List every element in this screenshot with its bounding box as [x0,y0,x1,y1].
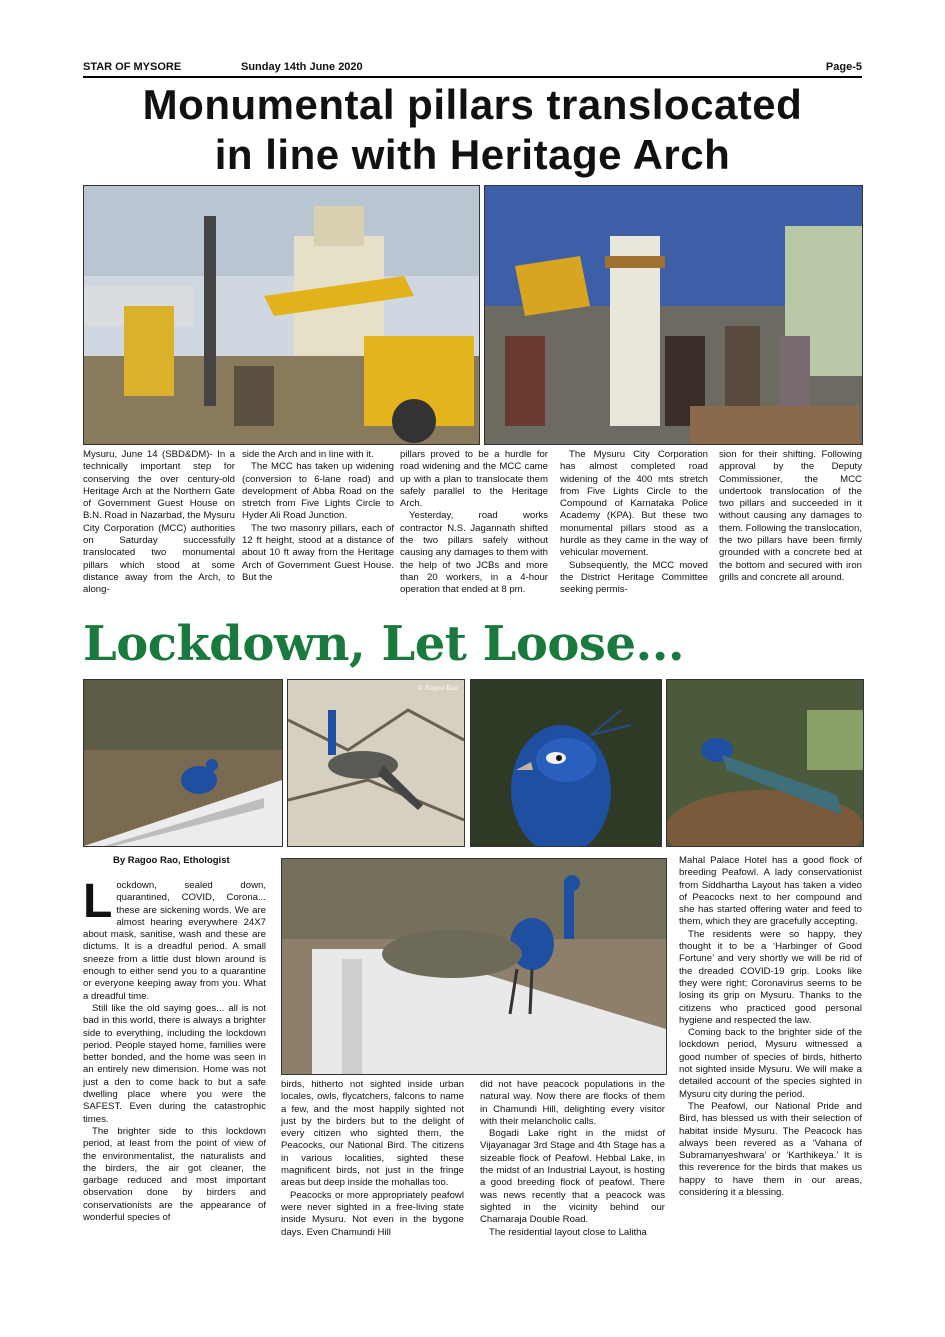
article2-col3: did not have peacock populations in the natural way. Now there are flocks of them in Chamundi Hill, delighting every visitor with their melancholic calls. Bogadi Lake right in the midst of Vijayanagar 3rd Stage and 4th Stage has a sizeable flock of Peafowl. Hebbal Lake, in the midst of an Industrial Layout, is hosting a good breeding flock of peafowl. There was news recently that a peacock was sighted in the vicinity behind our Chamaraja Double Road. The residential layout close to Lalitha [480,1079,665,1238]
article1-col3: pillars proved to be a hurdle for road widening and the MCC came up with a plan to translocate them safely parallel to the Heritage Arch. Yesterday, road works contractor N.S. Jagannath shifted the two pillars safely without causing any damages to them with the help of two JCBs and more than 20 workers, in a 4-hour operation that ended at 8 pm. [400,449,548,596]
peacock-photo-1 [83,679,283,847]
peacock-main-photo [281,858,667,1075]
article1-headline: Monumental pillars translocated in line with Heritage Arch [142,81,803,178]
newspaper-name: STAR OF MYSORE [83,61,182,73]
article1-col5: sion for their shifting. Following approval by the Deputy Commissioner, the MCC undertook translocation of the two pillars and succeeded in it without causing any damages to them. Following the translocation, the two pillars have been firmly grounded with a concrete bed at the bottom and secured with iron grills and concrete all around. [719,449,862,583]
byline: By Ragoo Rao, Ethologist [113,855,230,866]
article2-headline: Lockdown, Let Loose... [83,616,685,672]
article1-col1: Mysuru, June 14 (SBD&DM)- In a technically important step for conserving the over century-old Heritage Arch at the Northern Gate of Government Guest House on B.N. Road in Nazarbad, the Mysuru City Corporation (MCC) authorities on Saturday successfully translocated two monumental pillars which stood at some distance away from the Arch, to along- [83,449,235,596]
peacock-photo-3 [470,679,662,847]
pillar-workers-photo [484,185,863,445]
drop-cap: L [83,875,113,928]
article2-col2: birds, hitherto not sighted inside urban locales, owls, flycatchers, falcons to name a few, and the most happily sighted not just by the birders but to the delight of every citizen who sighted them, the Peacocks, our National Bird. The citizens in various localities, sighted these magnificent birds, not just in the fringe areas but deep inside the mohallas too. Peacocks or more appropriately peafowl were never sighted in a free-living state inside Mysuru. Not even in the bygone days. Even Chamundi Hill [281,1079,464,1238]
page-number: Page-5 [825,61,862,73]
peacock-photo-2 [287,679,465,847]
photo-watermark: © Ragoo Rao [417,685,458,692]
pillar-crane-photo [83,185,480,445]
article1-col2: side the Arch and in line with it. The MCC has taken up widening (conversion to 6-lane road) and development of Abba Road on the stretch from Five Lights Circle to Hyder Ali Road Junction. The two masonry pillars, each of 12 ft height, stood at a distance of about 10 ft away from the Heritage Arch of Government Guest House. But the [242,449,394,583]
article1-col4: The Mysuru City Corporation has almost completed road widening of the 400 mts stretch from Five Lights Circle to the Compound of Karnataka Police Academy (KPA). But these two monumental pillars stood as a hurdle as they came in the way of vehicular movement. Subsequently, the MCC moved the District Heritage Committee seeking permis- [560,449,708,596]
article2-col4: Mahal Palace Hotel has a good flock of breeding Peafowl. A lady conservationist from Siddhartha Layout has taken a video of Peacocks next to her compound and she has started offering water and feed to them, which they are gracefully accepting. The residents were so happy, they thought it to be a ‘Harbinger of Good Fortune’ and very shortly we will be rid of the dreaded COVID-19 grip. Looks like they were right; Coronavirus seems to be losing its grip on Mysuru. Thanks to the citizens who practiced good personal hygiene and respected the law. Coming back to the brighter side of the lockdown period, Mysuru witnessed a good number of species of birds, hitherto not sighted inside Mysuru. We will make a detailed account of the species sighted in Mysuru city during the period. The Peafowl, our National Pride and Bird, has blessed us with their selection of habitat inside Mysuru. The Peacock has always been revered as a ‘Vahana of Subramanyeshwara’ or ‘Karthikeya.’ It is this reverence for the birds that makes us happy to have them in our areas, considering it a blessing. [679,855,862,1199]
issue-date: Sunday 14th June 2020 [241,61,363,73]
article2-col1: L ockdown, sealed down, quarantined, COVID, Corona... these are sickening words. We are almost hearing everywhere 24X7 about mask, sanitise, wash and these are dictums. It is a dreadful period. A small sneeze from a little dust blown around is enough to either send you to a quarantine or everyone keeping away from you. What a dreadful time. Still like the old saying goes... all is not bad in this world, there is always a brighter side to everything, including the lockdown period. People stayed home, families were better bonded, and the home was seen in an entirely new dimension. Home was not just a den to come back to but a safe dwelling place where you were the SAFEST. Even during the catastrophic times. The brighter side to this lockdown period, at least from the point of view of the environmentalist, the naturalists and the birders, the air got cleaner, the garbage reduced and most important observation done by birders and conservationists are the appearance of wonderful species of [83,875,266,1224]
peacock-photo-4 [666,679,864,847]
masthead [83,60,862,78]
